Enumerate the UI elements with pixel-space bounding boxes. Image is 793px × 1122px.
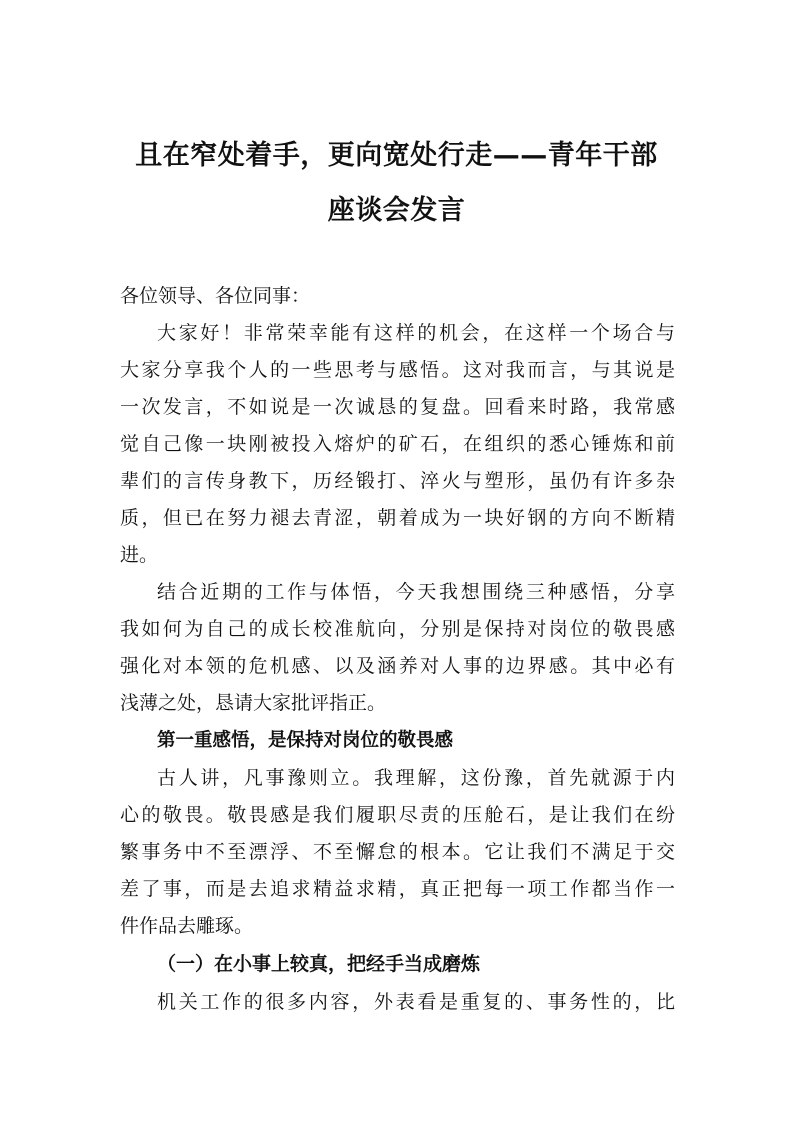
paragraph-1-line-1: 大家好！非常荣幸能有这样的机会，在这样一个场合与	[157, 322, 675, 344]
section-heading-1: 第一重感悟，是保持对岗位的敬畏感	[157, 730, 454, 751]
paragraph-3-line-3: 繁事务中不至漂浮、不至懈怠的根本。它让我们不满足于交	[120, 841, 675, 863]
document-title-line-2: 座谈会发言	[327, 195, 466, 226]
paragraph-2-line-2: 我如何为自己的成长校准航向，分别是保持对岗位的敬畏感	[120, 618, 675, 640]
paragraph-3-line-4: 差了事，而是去追求精益求精，真正把每一项工作都当作一	[120, 878, 675, 900]
paragraph-3-line-2: 心的敬畏。敬畏感是我们履职尽责的压舱石，是让我们在纷	[120, 804, 675, 826]
paragraph-2-line-4: 浅薄之处，恳请大家批评指正。	[120, 692, 387, 714]
paragraph-1-line-4: 觉自己像一块刚被投入熔炉的矿石，在组织的悉心锤炼和前	[120, 433, 675, 455]
document-title-line-1: 且在窄处着手，更向宽处行走——青年干部	[135, 140, 658, 171]
salutation: 各位领导、各位同事：	[120, 285, 311, 307]
paragraph-1-line-5: 辈们的言传身教下，历经锻打、淬火与塑形，虽仍有许多杂	[120, 470, 675, 492]
paragraph-1-line-2: 大家分享我个人的一些思考与感悟。这对我而言，与其说是	[120, 359, 675, 381]
paragraph-1-line-3: 一次发言，不如说是一次诚恳的复盘。回看来时路，我常感	[120, 396, 675, 418]
paragraph-2-line-1: 结合近期的工作与体悟，今天我想围绕三种感悟，分享	[157, 581, 675, 603]
paragraph-1-line-7: 进。	[120, 544, 159, 566]
paragraph-1-line-6: 质，但已在努力褪去青涩，朝着成为一块好钢的方向不断精	[120, 507, 675, 529]
paragraph-3-line-1: 古人讲，凡事豫则立。我理解，这份豫，首先就源于内	[157, 767, 675, 789]
paragraph-3-line-5: 件作品去雕琢。	[120, 915, 254, 937]
paragraph-4-line-1: 机关工作的很多内容，外表看是重复的、事务性的，比	[157, 991, 675, 1013]
paragraph-2-line-3: 强化对本领的危机感、以及涵养对人事的边界感。其中必有	[120, 655, 675, 677]
subsection-heading-1: （一）在小事上较真，把经手当成磨炼	[157, 953, 481, 975]
